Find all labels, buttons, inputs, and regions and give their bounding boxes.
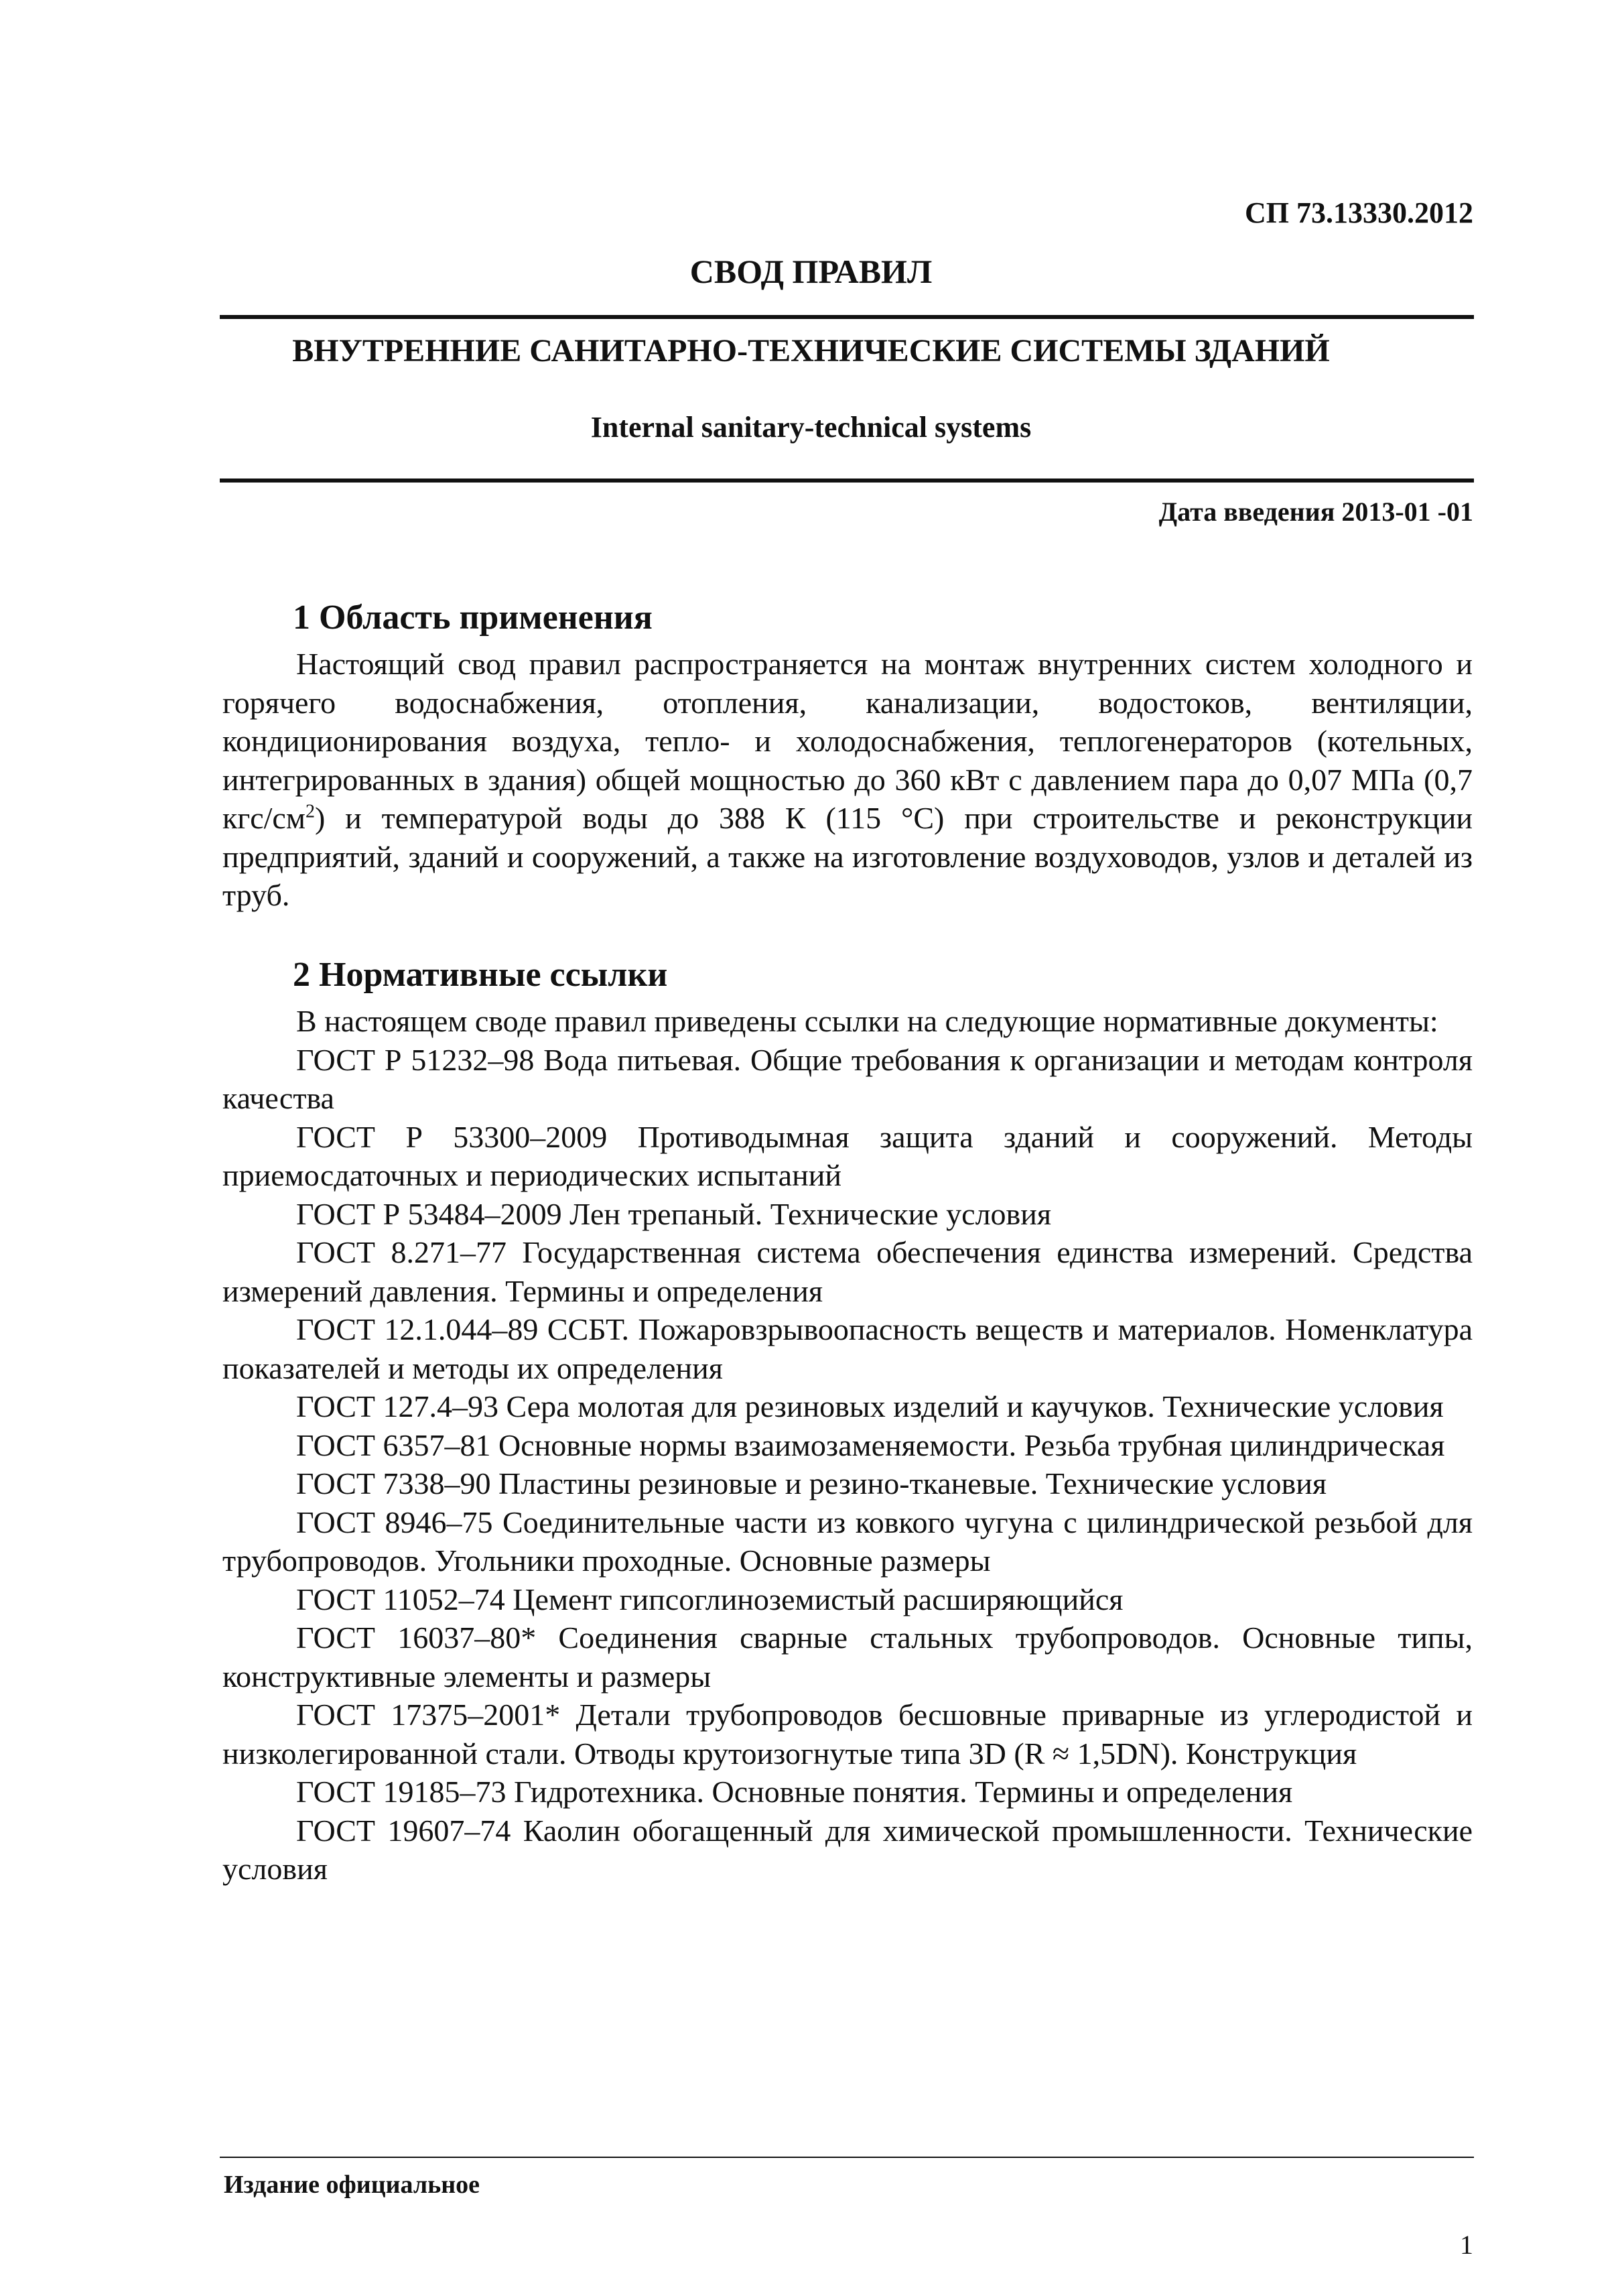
reference-item: ГОСТ 19607–74 Каолин обогащенный для химической промышленности. Технические условия — [222, 1813, 1473, 1886]
reference-item: ГОСТ Р 53484–2009 Лен трепаный. Технические условия — [296, 1196, 1052, 1231]
reference-item: ГОСТ 7338–90 Пластины резиновые и резино-тканевые. Технические условия — [296, 1466, 1327, 1501]
reference-item: ГОСТ Р 51232–98 Вода питьевая. Общие требования к организации и методам контроля качества — [222, 1042, 1473, 1115]
superscript: 2 — [305, 801, 315, 822]
reference-item: ГОСТ 8946–75 Соединительные части из ковкого чугуна с цилиндрической резьбой для трубопроводов. Угольники проходные. Основные размеры — [222, 1505, 1473, 1578]
reference-item: ГОСТ 6357–81 Основные нормы взаимозаменяемости. Резьба трубная цилиндрическая — [296, 1427, 1445, 1462]
document-code: СП 73.13330.2012 — [1245, 196, 1473, 229]
document-title: СВОД ПРАВИЛ — [689, 253, 933, 290]
reference-item: ГОСТ 8.271–77 Государственная система обеспечения единства измерений. Средства измерений давления. Термины и определения — [222, 1235, 1473, 1308]
section-heading: 1 Область применения — [293, 598, 653, 637]
section-scope — [222, 598, 1473, 915]
reference-item: ГОСТ 16037–80* Соединения сварные стальных трубопроводов. Основные типы, конструктивные элементы и размеры — [222, 1620, 1473, 1694]
section-normative-references — [222, 955, 1473, 1889]
reference-item: ГОСТ 11052–74 Цемент гипсоглиноземистый расширяющийся — [296, 1582, 1124, 1616]
reference-item: ГОСТ 127.4–93 Сера молотая для резиновых изделий и каучуков. Технические условия — [296, 1389, 1444, 1423]
scope-paragraph — [222, 645, 1473, 915]
reference-item: ГОСТ 19185–73 Гидротехника. Основные понятия. Термины и определения — [296, 1775, 1293, 1809]
references-list — [222, 1041, 1473, 1889]
title-rule-top — [220, 315, 1474, 319]
introduction-date: Дата введения 2013-01 -01 — [1158, 497, 1473, 527]
title-rule-bottom — [220, 479, 1474, 483]
references-intro: В настоящем своде правил приведены ссылки на следующие нормативные документы: — [296, 1004, 1438, 1038]
document-subtitle-ru: ВНУТРЕННИЕ САНИТАРНО-ТЕХНИЧЕСКИЕ СИСТЕМЫ ЗДАНИЙ — [292, 333, 1330, 369]
reference-item: ГОСТ 12.1.044–89 ССБТ. Пожаровзрывоопасность веществ и материалов. Номенклатура показателей и методы их определения — [222, 1312, 1473, 1385]
section-heading: 2 Нормативные ссылки — [293, 956, 668, 994]
page-number: 1 — [1460, 2230, 1473, 2260]
scope-text-part-1: Настоящий свод правил распространяется на монтаж внутренних систем холодного и горячего водоснабжения, отопления, канализации, водостоков, вентиляции, кондиционирования воздуха, тепло- и холодоснабжения, теплогенераторов (котельных, интегрированных в здания) общей мощностью до 360 кВт с давлением пара до 0,07 МПа (0,7 кгс/см — [222, 647, 1473, 835]
footer-rule — [220, 2157, 1474, 2158]
document-subtitle-en: Internal sanitary-technical systems — [590, 411, 1032, 444]
reference-item: ГОСТ 17375–2001* Детали трубопроводов бесшовные приварные из углеродистой и низколегированной стали. Отводы крутоизогнутые типа 3D (R ≈ 1,5DN). Конструкция — [222, 1698, 1473, 1771]
edition-note: Издание официальное — [224, 2171, 480, 2199]
scope-text-part-2: ) и температурой воды до 388 К (115 °С) при строительстве и реконструкции предприятий, зданий и сооружений, а также на изготовление воздуховодов, узлов и деталей из труб. — [222, 801, 1473, 912]
reference-item: ГОСТ Р 53300–2009 Противодымная защита зданий и сооружений. Методы приемосдаточных и периодических испытаний — [222, 1119, 1473, 1192]
